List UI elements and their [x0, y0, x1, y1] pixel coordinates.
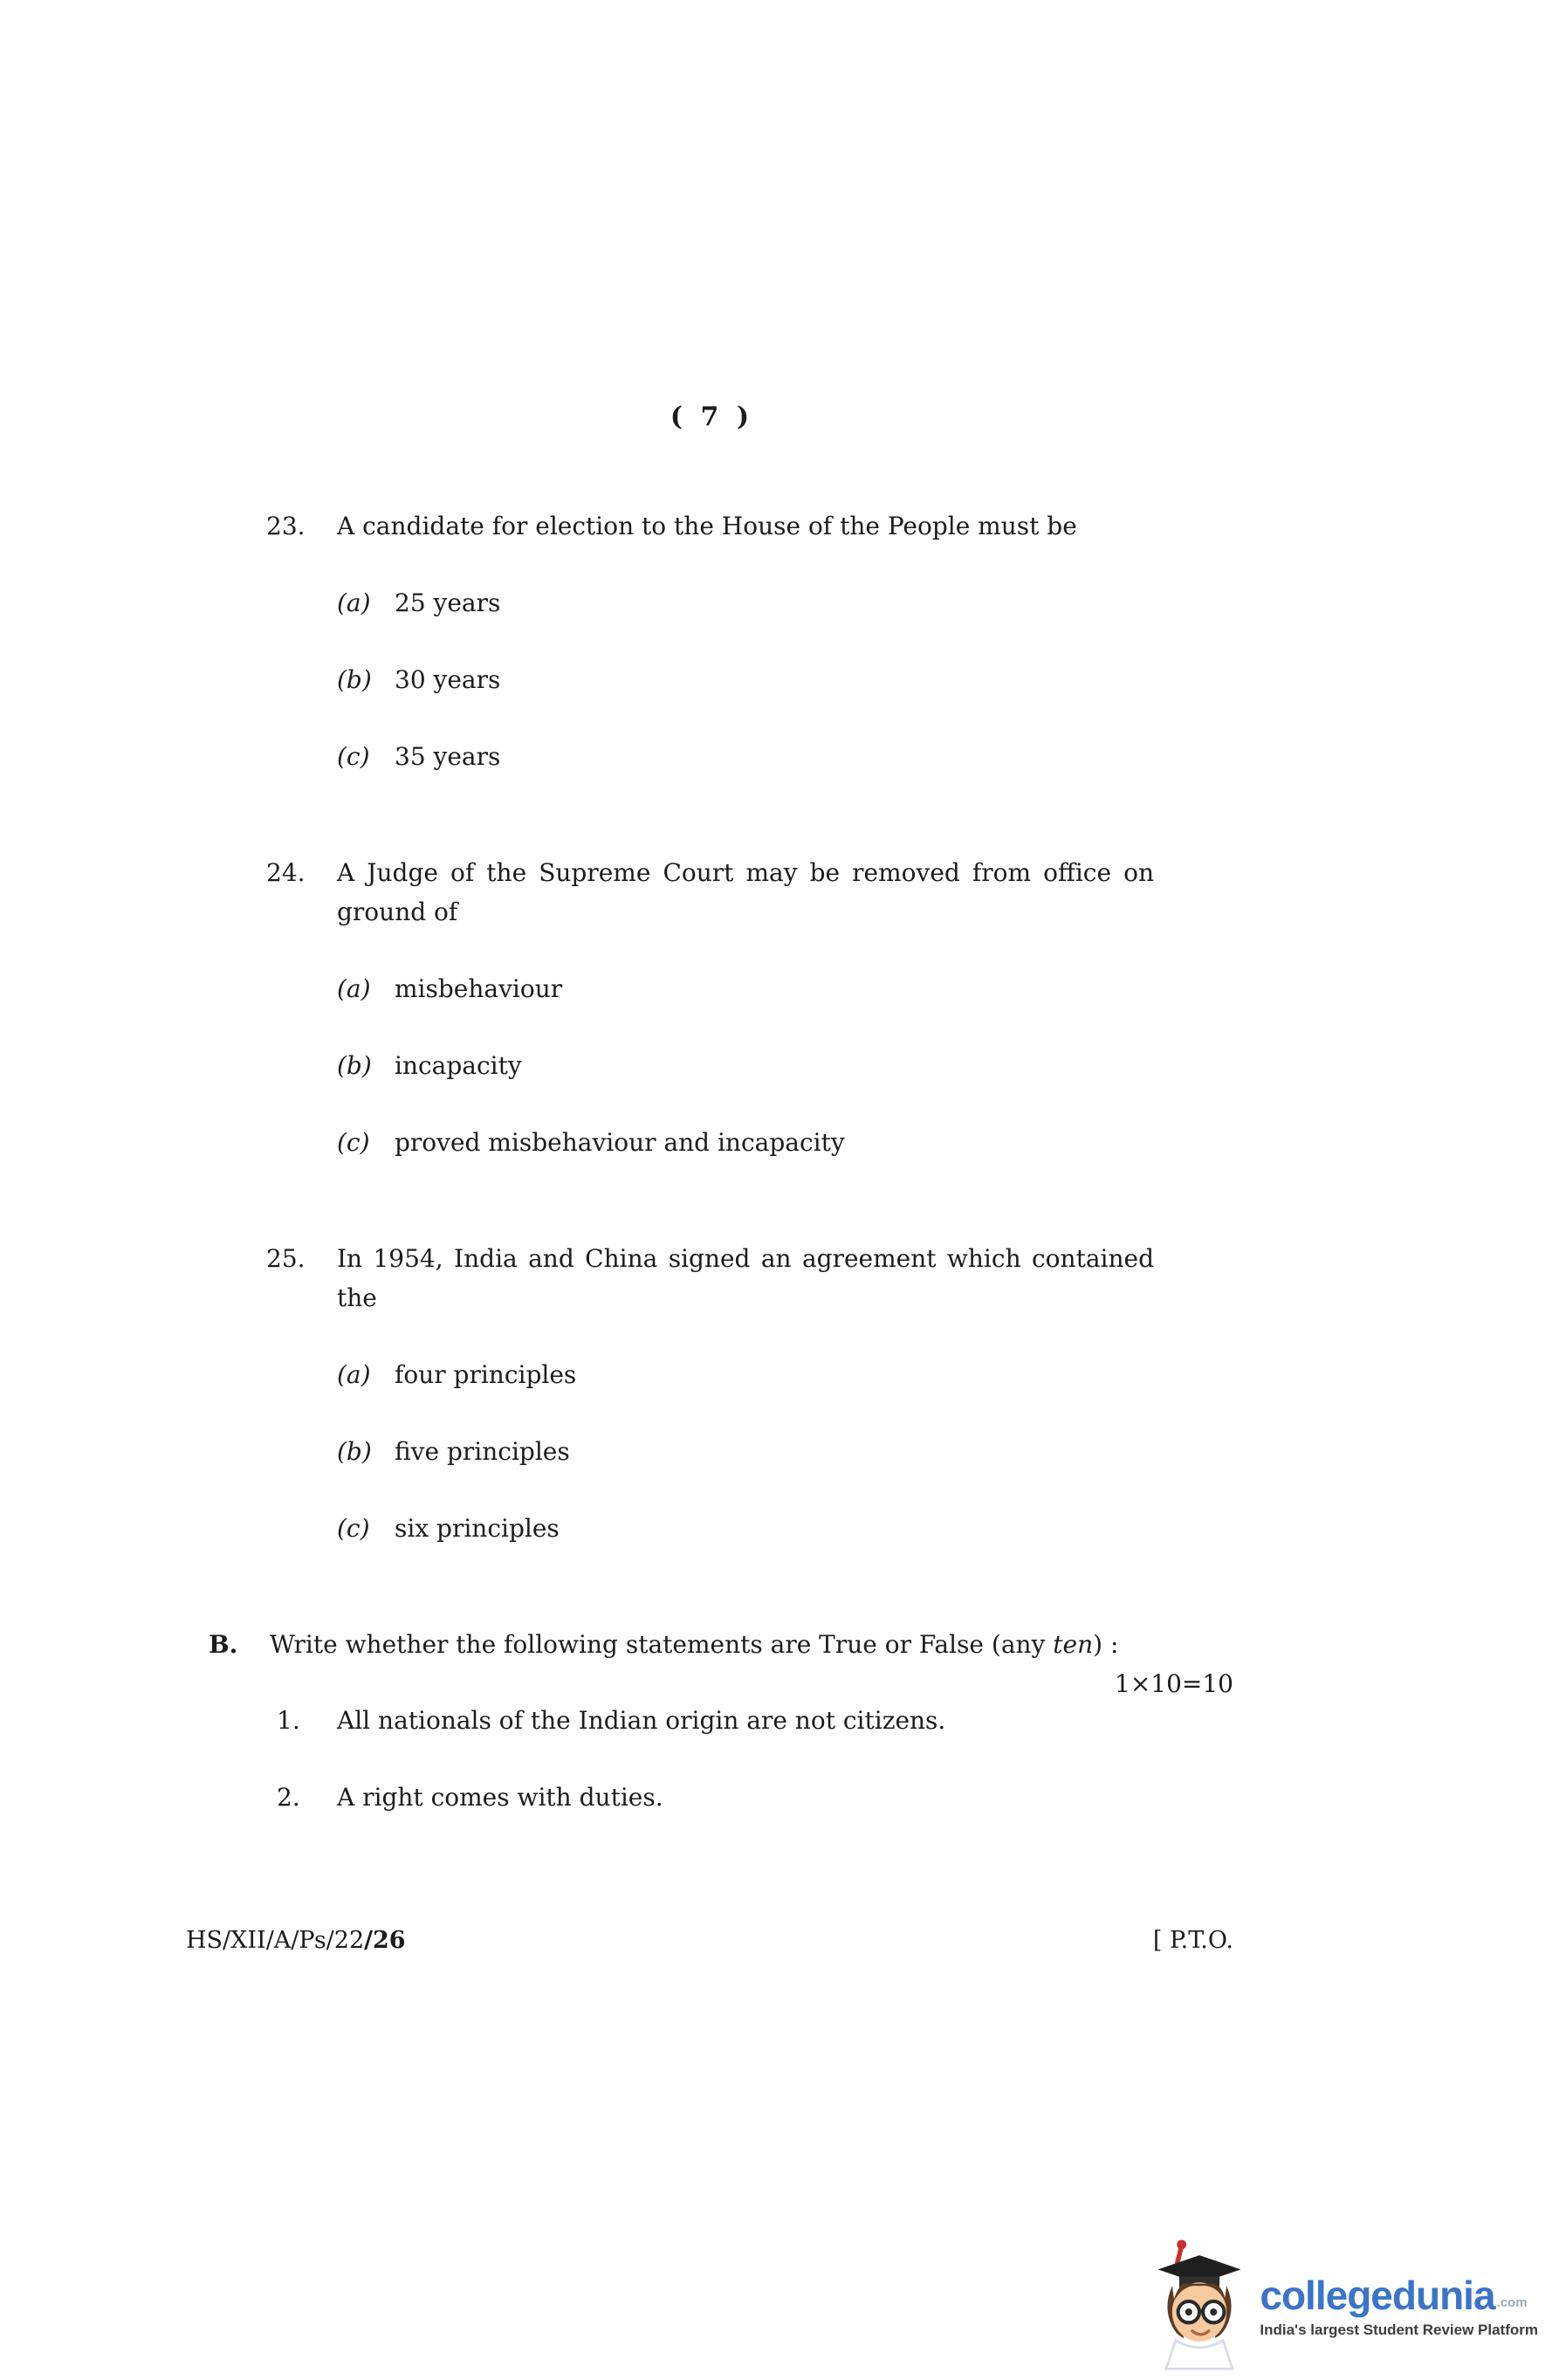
- question-24: [266, 853, 1233, 1162]
- question-text: In 1954, India and China signed an agreement which contained the: [337, 1244, 1154, 1312]
- question-25: [266, 1239, 1233, 1548]
- option-text: five principles: [395, 1437, 570, 1466]
- brand-line: [1260, 2273, 1538, 2319]
- question-text: A Judge of the Supreme Court may be removed from office on ground of: [337, 858, 1154, 926]
- statement-1: [270, 1701, 1233, 1740]
- paper-code-regular: HS/XII/A/Ps/22: [186, 1927, 365, 1954]
- option-c: [337, 1509, 1154, 1548]
- statement-number: 2.: [277, 1783, 300, 1812]
- option-c: [337, 1123, 1154, 1162]
- question-number: 25.: [266, 1244, 306, 1273]
- question-number: 24.: [266, 858, 306, 887]
- brand-name: collegedunia: [1260, 2273, 1495, 2319]
- option-a: [337, 583, 1154, 623]
- instruction-part2: ) :: [1093, 1630, 1119, 1659]
- collegedunia-logo: [1146, 2239, 1538, 2375]
- option-label: (a): [337, 588, 371, 617]
- option-label: (b): [337, 1437, 372, 1466]
- instruction-part1: Write whether the following statements are True or False (any: [270, 1630, 1054, 1659]
- brand-tagline: India's largest Student Review Platform: [1260, 2321, 1538, 2338]
- option-text: 35 years: [395, 742, 501, 771]
- option-a: [337, 969, 1154, 1008]
- option-text: four principles: [395, 1360, 577, 1389]
- page-number: ( 7 ): [670, 402, 750, 432]
- option-b: [337, 1432, 1154, 1471]
- paper-code: [186, 1927, 406, 1954]
- option-b: [337, 660, 1154, 699]
- option-b: [337, 1046, 1154, 1085]
- page-content: [186, 397, 1233, 1817]
- question-text: A candidate for election to the House of the People must be: [337, 512, 1077, 540]
- question-23: [266, 506, 1233, 776]
- page-footer: [186, 1927, 1233, 1954]
- option-label: (c): [337, 1128, 370, 1157]
- logo-text-block: [1260, 2274, 1538, 2338]
- option-text: 30 years: [395, 665, 501, 694]
- option-label: (a): [337, 1360, 371, 1389]
- option-label: (b): [337, 665, 372, 694]
- option-text: proved misbehaviour and incapacity: [395, 1128, 845, 1157]
- marks-scheme: 1×10=10: [1115, 1669, 1233, 1698]
- question-body: [337, 853, 1154, 1162]
- section-body: [270, 1625, 1233, 1817]
- option-text: incapacity: [395, 1051, 522, 1080]
- option-text: misbehaviour: [395, 974, 563, 1003]
- option-c: [337, 737, 1154, 776]
- question-body: [337, 506, 1154, 776]
- pto-note: [ P.T.O.: [1152, 1927, 1233, 1954]
- question-number: 23.: [266, 512, 306, 540]
- option-text: six principles: [395, 1514, 560, 1543]
- statement-2: [270, 1778, 1233, 1817]
- statement-text: A right comes with duties.: [337, 1783, 663, 1812]
- option-label: (c): [337, 742, 370, 771]
- section-instruction: [270, 1625, 1154, 1664]
- section-b: [209, 1625, 1233, 1817]
- mascot-icon: [1146, 2239, 1253, 2375]
- option-label: (c): [337, 1514, 370, 1543]
- option-label: (b): [337, 1051, 372, 1080]
- question-body: [337, 1239, 1154, 1548]
- statement-text: All nationals of the Indian origin are not citizens.: [337, 1706, 946, 1735]
- brand-tld: .com: [1496, 2295, 1528, 2311]
- paper-code-bold: /26: [364, 1927, 406, 1954]
- statement-number: 1.: [277, 1706, 300, 1735]
- option-text: 25 years: [395, 588, 501, 617]
- section-label: B.: [209, 1630, 238, 1659]
- option-label: (a): [337, 974, 371, 1003]
- option-a: [337, 1355, 1154, 1394]
- instruction-italic-word: ten: [1053, 1630, 1094, 1659]
